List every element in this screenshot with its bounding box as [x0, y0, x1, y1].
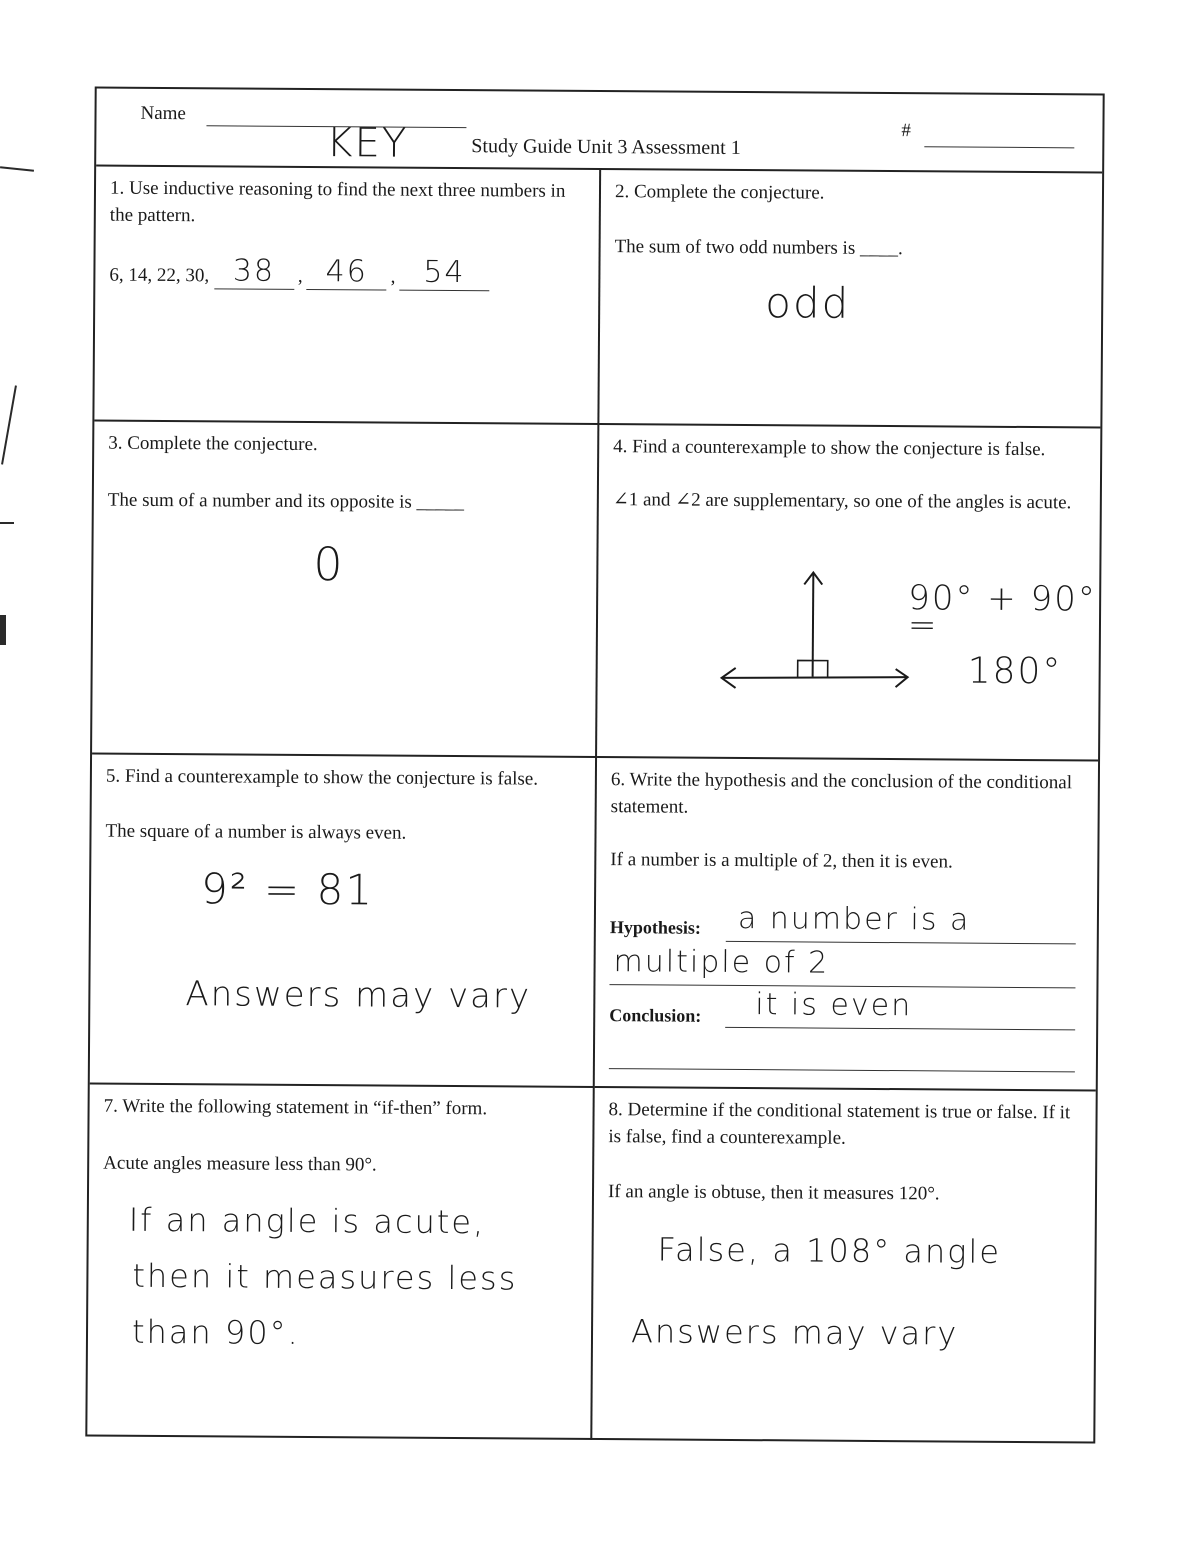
hypothesis-line-1	[726, 941, 1076, 944]
question-5-note: Answers may vary	[185, 974, 532, 1017]
conclusion-label: Conclusion:	[609, 1005, 702, 1026]
hypothesis-label: Hypothesis:	[609, 917, 701, 938]
question-2-prompt: 2. Complete the conjecture.	[614, 181, 825, 204]
question-7-statement: Acute angles measure less than 90°.	[103, 1152, 377, 1176]
question-5-statement: The square of a number is always even.	[105, 820, 407, 844]
question-8	[592, 1088, 1095, 1443]
worksheet	[85, 86, 1104, 1443]
question-2-statement: The sum of two odd numbers is ____.	[614, 236, 903, 260]
comma-separator: ,	[390, 266, 396, 288]
answer-blank	[307, 256, 387, 291]
scan-mark	[1, 385, 17, 464]
conclusion-line-1	[725, 1027, 1075, 1030]
conclusion-line-2	[609, 1068, 1075, 1072]
question-4-answer-line-1: 90° + 90° =	[907, 578, 1097, 646]
scan-mark	[0, 166, 34, 172]
comma-separator: ,	[297, 265, 303, 287]
question-3-statement: The sum of a number and its opposite is _____	[107, 489, 465, 514]
answer-blank	[399, 254, 489, 292]
question-7-prompt: 7. Write the following statement in “if-then” form.	[103, 1095, 488, 1120]
page-title: Study Guide Unit 3 Assessment 1	[471, 135, 741, 160]
question-4-prompt: 4. Find a counterexample to show the conjecture is false.	[613, 436, 1046, 461]
question-5-answer: 9² = 81	[200, 864, 375, 915]
question-3-prompt: 3. Complete the conjecture.	[108, 432, 318, 456]
question-6-prompt: 6. Write the hypothesis and the conclusion of the conditional statement.	[610, 769, 1073, 818]
question-8-note: Answers may vary	[630, 1312, 959, 1353]
name-value: KEY	[326, 120, 409, 167]
question-6-statement: If a number is a multiple of 2, then it is even.	[610, 849, 953, 873]
question-1-answer-1: 38	[232, 253, 276, 289]
conclusion-answer: it is even	[755, 987, 913, 1024]
question-1-prompt: 1. Use inductive reasoning to find the next three numbers in the pattern.	[109, 177, 566, 227]
worksheet-header	[96, 89, 1103, 174]
question-2-answer: odd	[765, 278, 851, 328]
question-5-prompt: 5. Find a counterexample to show the conjecture is false.	[105, 765, 539, 790]
scan-mark	[0, 615, 6, 645]
question-3-answer: 0	[313, 537, 345, 592]
name-label: Name	[140, 102, 186, 125]
perpendicular-lines-sketch	[707, 564, 928, 716]
question-3	[92, 421, 599, 758]
question-4-answer-line-2: 180°	[967, 650, 1063, 693]
question-1-answer-3: 54	[423, 254, 466, 291]
question-4-statement: ∠1 and ∠2 are supplementary, so one of the angles is acute.	[612, 489, 1072, 514]
question-6	[595, 758, 1098, 1091]
question-8-answer: False, a 108° angle	[657, 1230, 1002, 1271]
answer-blank	[214, 255, 294, 290]
question-8-statement: If an angle is obtuse, then it measures 120°.	[607, 1181, 940, 1205]
scan-mark	[0, 522, 14, 524]
name-field	[206, 120, 466, 167]
question-1-answer-row	[109, 255, 586, 292]
question-1	[94, 167, 601, 426]
number-field	[924, 146, 1074, 148]
question-1-sequence: 6, 14, 22, 30,	[109, 264, 210, 287]
hypothesis-answer-line-1: a number is a	[737, 901, 971, 938]
question-5	[90, 754, 597, 1088]
question-7	[87, 1084, 594, 1440]
question-8-prompt: 8. Determine if the conditional statement is true or false. If it is false, find a counterexample.	[608, 1099, 1071, 1149]
question-7-answer-line-2: then it measures less	[132, 1256, 518, 1298]
question-2	[599, 170, 1102, 428]
hypothesis-answer-line-2: multiple of 2	[613, 944, 830, 981]
question-grid	[87, 167, 1102, 1444]
question-1-answer-2: 46	[325, 254, 368, 290]
question-7-answer-line-1: If an angle is acute,	[128, 1200, 486, 1242]
question-4	[597, 425, 1100, 761]
question-7-answer-line-3: than 90°.	[131, 1312, 300, 1352]
number-label: #	[901, 120, 912, 142]
